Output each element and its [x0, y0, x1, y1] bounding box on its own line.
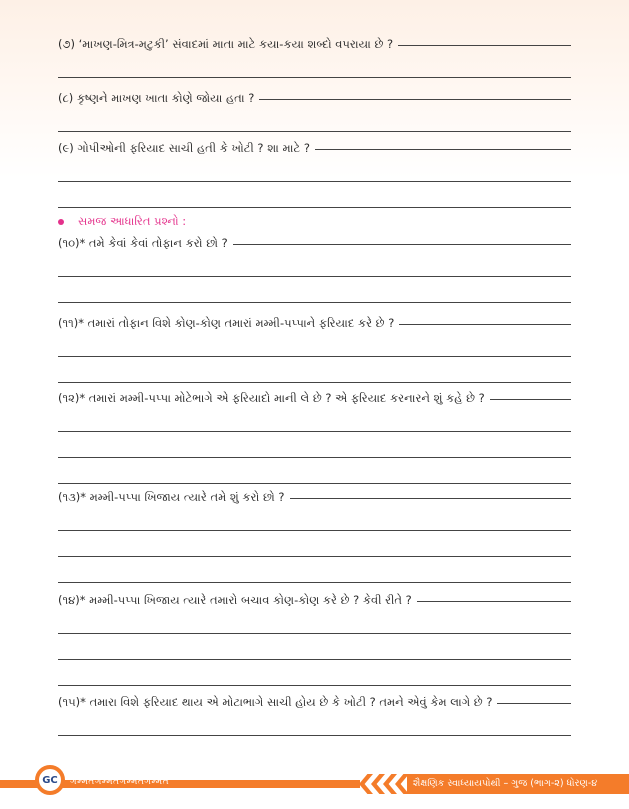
footer-left-text: ગમ્મતગમ્મતગમ્મતગમ્મત	[70, 777, 170, 787]
answer-line[interactable]	[58, 182, 571, 208]
question-14	[58, 586, 571, 686]
answer-line[interactable]	[417, 601, 571, 602]
question-text: (૧૫)* તમારા વિશે ફરિયાદ થાય એ મોટાભાગે સાચી હોય છે કે ખોટી ? તમને એવું કેમ લાગે છે ?	[58, 695, 493, 709]
question-12	[58, 384, 571, 484]
answer-line[interactable]	[290, 498, 571, 499]
question-9	[58, 134, 571, 208]
bullet-icon	[58, 219, 64, 225]
answer-line[interactable]	[58, 531, 571, 557]
chevron-left-icon	[383, 774, 397, 794]
question-text: (૮) કૃષ્ણને માખણ ખાતા કોણે જોયા હતા ?	[58, 91, 255, 105]
logo: GC	[35, 765, 65, 795]
answer-line[interactable]	[58, 331, 571, 357]
question-8	[58, 84, 571, 132]
question-11	[58, 309, 571, 383]
answer-line[interactable]	[490, 399, 571, 400]
answer-line[interactable]	[58, 156, 571, 182]
chevron-left-icon	[371, 774, 385, 794]
answer-line[interactable]	[58, 432, 571, 458]
chevron-left-icon	[359, 774, 373, 794]
question-13	[58, 483, 571, 583]
answer-line[interactable]	[58, 277, 571, 303]
answer-line[interactable]	[58, 505, 571, 531]
answer-line[interactable]	[58, 52, 571, 78]
answer-line[interactable]	[58, 106, 571, 132]
answer-line[interactable]	[58, 251, 571, 277]
answer-line[interactable]	[58, 557, 571, 583]
answer-line[interactable]	[58, 608, 571, 634]
answer-line[interactable]	[58, 458, 571, 484]
footer-book-title: શૈક્ષણિક સ્વાધ્યાયપોથી – ગુજ (ભાગ-૨) ધોરણ-૪	[407, 774, 629, 794]
section-title: સમજ આધારિત પ્રશ્નો :	[78, 214, 187, 228]
answer-line[interactable]	[497, 703, 571, 704]
question-text: (૧૪)* મમ્મી-પપ્પા ખિજાય ત્યારે તમારો બચાવ કોણ-કોણ કરે છે ? કેવી રીતે ?	[58, 593, 412, 607]
answer-line[interactable]	[259, 99, 571, 100]
page-footer	[0, 757, 629, 809]
question-text: (૯) ગોપીઓની ફરિયાદ સાચી હતી કે ખોટી ? શા માટે ?	[58, 141, 310, 155]
question-7	[58, 30, 571, 78]
answer-line[interactable]	[58, 710, 571, 736]
answer-line[interactable]	[399, 324, 571, 325]
question-text: (૧૨)* તમારાં મમ્મી-પપ્પા મોટેભાગે એ ફરિયાદો માની લે છે ? એ ફરિયાદ કરનારને શું કહે છે ?	[58, 391, 485, 405]
question-text: (૧૩)* મમ્મી-પપ્પા ખિજાય ત્યારે તમે શું કરો છો ?	[58, 490, 285, 504]
answer-line[interactable]	[58, 357, 571, 383]
section-heading	[58, 214, 186, 229]
question-15	[58, 688, 571, 736]
answer-line[interactable]	[58, 406, 571, 432]
answer-line[interactable]	[398, 45, 571, 46]
question-10	[58, 229, 571, 303]
question-text: (૧૦)* તમે કેવાં કેવાં તોફાન કરો છો ?	[58, 236, 228, 250]
question-text: (૭) ‘માખણ-મિત્ર-મટુકી’ સંવાદમાં માતા માટે કયા-કયા શબ્દો વપરાયા છે ?	[58, 37, 394, 51]
question-text: (૧૧)* તમારાં તોફાન વિશે કોણ-કોણ તમારાં મમ્મી-પપ્પાને ફરિયાદ કરે છે ?	[58, 316, 395, 330]
footer-right-banner	[359, 774, 629, 794]
answer-line[interactable]	[58, 660, 571, 686]
answer-line[interactable]	[233, 244, 571, 245]
answer-line[interactable]	[315, 149, 571, 150]
answer-line[interactable]	[58, 634, 571, 660]
